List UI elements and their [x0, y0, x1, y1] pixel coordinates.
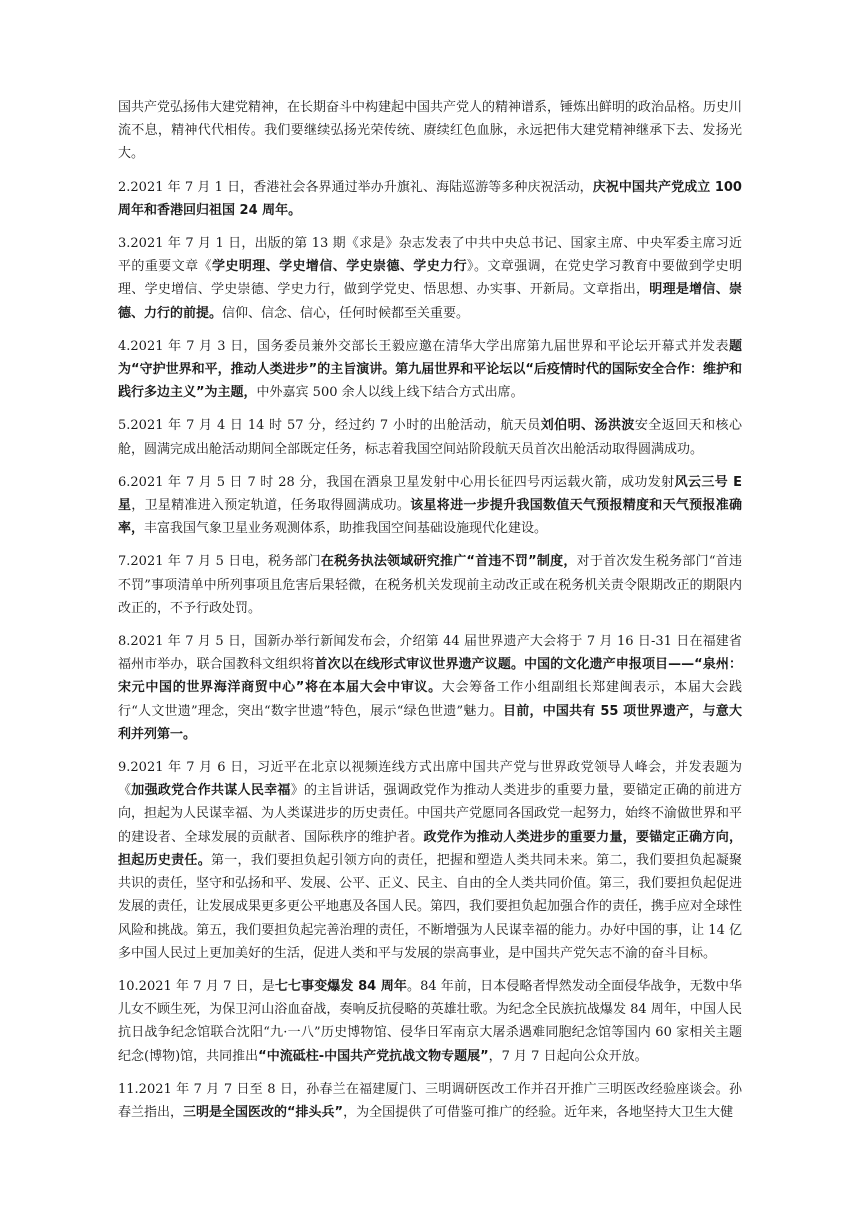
text-run: 信仰、信念、信心，任何时候都至关重要。: [222, 305, 470, 321]
text-run: 6.2021 年 7 月 5 日 7 时 28 分，我国在酒泉卫星发射中心用长征四号丙运载火箭，成功发射: [118, 474, 675, 490]
text-run: 3.2021 年 7 月 1 日，出版的第 13 期《求是》杂志发表了中共中央总书记、国家主席、中央军委主席习近平的重要文章《: [118, 236, 742, 275]
news-item-paragraph: [118, 975, 742, 1068]
bold-text-run: 刘伯明、汤洪波: [540, 418, 635, 434]
text-run: 大会筹备工作小组副组长郑建闽表示，本届大会践行“人文世遗”理念，突出“数字世遗”特色，展示“绿色世遗”魅力。: [118, 680, 742, 719]
bold-text-run: 加强政党合作共谋人民幸福: [131, 783, 291, 799]
news-item-paragraph: [118, 630, 742, 746]
text-run: 》的主旨讲话，强调政党作为推动人类进步的重要力量，要锚定正确的前进方向，担起为人民谋幸福、为人类谋进步的历史责任。中国共产党愿同各国政党一起努力，始终不渝做世界和平的建设者、全球发展的贡献者、国际秩序的维护者。: [118, 783, 743, 845]
news-item-paragraph: [118, 335, 742, 405]
bold-text-run: 题为“守护世界和平，推动人类进步”的主旨演讲。第九届世界和平论坛以“后疫情时代的国际安全合作：维护和践行多边主义”为主题，: [118, 338, 742, 401]
bold-text-run: “中流砥柱-中国共产党抗战文物专题展”: [258, 1048, 489, 1064]
text-run: 5.2021 年 7 月 4 日 14 时 57 分，经过约 7 小时的出舱活动，航天员: [118, 418, 541, 434]
bold-text-run: 明理是增信、崇德、力行的前提。: [118, 282, 742, 321]
text-run: 安全返回天和核心舱，圆满完成出舱活动期间全部既定任务，标志着我国空间站阶段航天员首次出舱活动取得圆满成功。: [118, 418, 742, 457]
text-run: 4.2021 年 7 月 3 日，国务委员兼外交部长王毅应邀在清华大学出席第九届世界和平论坛开幕式并发表: [118, 338, 729, 354]
text-run: 国共产党弘扬伟大建党精神，在长期奋斗中构建起中国共产党人的精神谱系，锤炼出鲜明的政治品格。历史川流不息，精神代代相传。我们要继续弘扬光荣传统、赓续红色血脉，永远把伟大建党精神继承下去、发扬光大。: [118, 100, 743, 162]
text-run: 9.2021 年 7 月 6 日，习近平在北京以视频连线方式出席中国共产党与世界政党领导人峰会，并发表题为《: [118, 760, 742, 799]
text-run: 8.2021 年 7 月 5 日，国新办举行新闻发布会，介绍第 44 届世界遗产大会将于 7 月 16 日-31 日在福建省福州市举办，联合国教科文组织将: [118, 634, 742, 673]
text-run: 中外嘉宾 500 余人以线上线下结合方式出席。: [256, 385, 524, 401]
news-item-paragraph: [118, 414, 742, 460]
news-item-paragraph: [118, 471, 742, 541]
bold-text-run: 学史明理、学史增信、学史崇德、学史力行: [211, 259, 468, 275]
text-run: 。84 年前，日本侵略者悍然发动全面侵华战争，无数中华儿女不顾生死，为保卫河山浴血奋战，奏响反抗侵略的英雄壮歌。为纪念全民族抗战爆发 84 周年，中国人民抗日战争纪念馆联合沈阳“九·一八”历史博物馆、侵华日军南京大屠杀遇难同胞纪念馆等国内 60 家相关主题纪念(博物)馆，共同推出: [118, 978, 742, 1064]
bold-text-run: 风云三号 E 星: [118, 474, 742, 514]
news-item-paragraph: [118, 550, 742, 620]
text-run: ，7 月 7 日起向公众开放。: [488, 1048, 648, 1064]
text-run: 第一，我们要担负起引领方向的责任，把握和塑造人类共同未来。第二，我们要担负起凝聚共识的责任，坚守和弘扬和平、发展、公平、正义、民主、自由的全人类共同价值。第三，我们要担负起促进发展的责任，让发展成果更多更公平地惠及各国人民。第四，我们要担负起加强合作的责任，携手应对全球性风险和挑战。第五，我们要担负起完善治理的责任，不断增强为人民谋幸福的能力。办好中国的事，让 14 亿多中国人民过上更加美好的生活，促进人类和平与发展的崇高事业，是中国共产党矢志不渝的奋斗目标。: [118, 852, 743, 961]
text-run: 10.2021 年 7 月 7 日，是: [118, 978, 275, 994]
bold-text-run: 该星将进一步提升我国数值天气预报精度和天气预报准确率，: [118, 498, 742, 537]
text-run: 7.2021 年 7 月 5 日电，税务部门: [118, 554, 321, 570]
news-item-paragraph: [118, 232, 742, 325]
bold-text-run: 在税务执法领域研究推广“首违不罚”制度，: [320, 554, 577, 570]
news-item-paragraph: [118, 96, 742, 166]
text-run: ，为全国提供了可借鉴可推广的经验。近年来，各地坚持大卫生大健: [343, 1104, 734, 1120]
news-item-paragraph: [118, 756, 742, 965]
text-run: 》。文章强调，在党史学习教育中要做到学史明理、学史增信、学史崇德、学史力行，做到学党史、悟思想、办实事、开新局。文章指出，: [118, 259, 742, 298]
text-run: 对于首次发生税务部门“首违不罚”事项清单中所列事项且危害后果轻微，在税务机关发现前主动改正或在税务机关责令限期改正的期限内改正的，不予行政处罚。: [118, 554, 742, 616]
bold-text-run: 三明是全国医改的“排头兵”: [183, 1104, 344, 1120]
news-item-paragraph: [118, 176, 742, 222]
bold-text-run: 政党作为推动人类进步的重要力量，要锚定正确方向，担起历史责任。: [118, 829, 742, 868]
bold-text-run: 七七事变爆发 84 周年: [274, 978, 408, 994]
bold-text-run: 目前，中国共有 55 项世界遗产，与意大利并列第一。: [118, 703, 742, 742]
text-run: 2.2021 年 7 月 1 日，香港社会各界通过举办升旗礼、海陆巡游等多种庆祝活动，: [118, 179, 593, 195]
text-run: 丰富我国气象卫星业务观测体系，助推我国空间基础设施现代化建设。: [144, 521, 548, 537]
text-run: 11.2021 年 7 月 7 日至 8 日，孙春兰在福建厦门、三明调研医改工作并召开推广三明医改经验座谈会。孙春兰指出，: [118, 1081, 742, 1120]
bold-text-run: 首次以在线形式审议世界遗产议题。中国的文化遗产申报项目——“泉州：宋元中国的世界海洋商贸中心”将在本届大会中审议。: [118, 657, 742, 696]
text-run: ，卫星精准进入预定轨道，任务取得圆满成功。: [131, 498, 411, 514]
bold-text-run: 庆祝中国共产党成立 100 周年和香港回归祖国 24 周年。: [118, 179, 742, 218]
news-item-paragraph: [118, 1078, 742, 1124]
document-body: [118, 96, 742, 1134]
